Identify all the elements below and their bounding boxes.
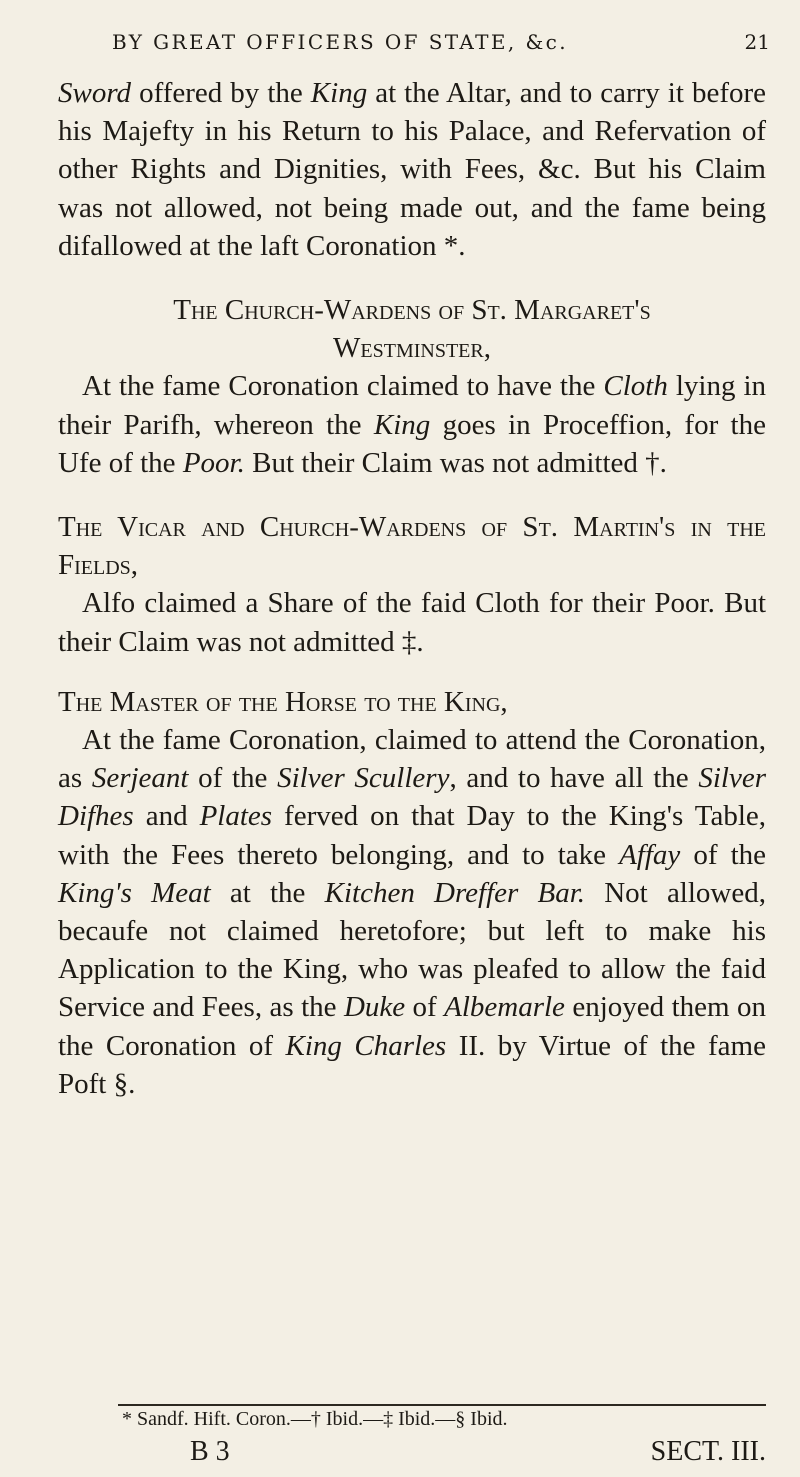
paragraph-share-claim: Alfo claimed a Share of the faid Cloth for their Poor. But their Claim was not admitted ‡. (58, 587, 766, 658)
page-number: 21 (744, 30, 770, 54)
section-heading-westminster: Westminster, (333, 332, 491, 365)
text-run: At the fame Coronation claimed to have the (82, 370, 604, 403)
text-run: II. by Virtue of the fame Poft §. (58, 1029, 766, 1100)
italic-term: King Charles (285, 1029, 447, 1062)
spacer (58, 265, 766, 291)
text-run: at the Altar, and to carry it before his Majefty in his Return to his Palace, and Refervation of other Rights and Dignities, with Fees, &c. But his Claim was not allowed, not being made out, and the fame being difallowed at the laft Coronation *. (58, 77, 767, 262)
text-run: enjoyed them on the Coronation of (58, 991, 766, 1062)
italic-term: King's Meat (58, 876, 211, 909)
text-run: of (405, 991, 445, 1024)
section-heading-master-of-horse: The Master of the Horse to the King, (58, 685, 508, 718)
text-run: ferved on that Day to the King's Table, with the Fees thereto belonging, and to take (58, 800, 766, 871)
text-run: , and to have all the (449, 762, 699, 795)
text-run: lying in their Parifh, whereon the (58, 370, 767, 441)
italic-term: King (373, 408, 431, 441)
text-run: offered by the (131, 77, 311, 109)
text-run: But their Claim was not admitted †. (244, 446, 667, 479)
footnote-divider (118, 1404, 766, 1406)
italic-term: King (310, 77, 368, 109)
text-run: at the (210, 876, 325, 909)
text-run: Not allowed, becaufe not claimed heretofore; but left to make his Application to the King, who was pleafed to allow the faid Service and Fees, as the (58, 876, 766, 1024)
italic-term: Serjeant (91, 762, 189, 795)
text-run: goes in Proceffion, for the Ufe of the (58, 408, 766, 479)
italic-term: Affay (619, 838, 681, 871)
paragraph-sword-claim (58, 74, 766, 265)
paragraph-cloth-claim (58, 367, 766, 482)
signature-mark: B 3 (190, 1436, 230, 1467)
italic-term: Poor. (182, 446, 245, 479)
spacer (58, 661, 766, 683)
text-run: At the fame Coronation, claimed to attend the Coronation, as (58, 724, 766, 795)
italic-term: Plates (199, 800, 273, 833)
catchword: SECT. III. (650, 1436, 766, 1467)
italic-term: Sword (58, 77, 132, 109)
body-text (58, 74, 766, 1103)
section-heading-margarets: The Church-Wardens of St. Margaret's (173, 294, 651, 327)
italic-term: Albemarle (444, 991, 565, 1024)
section-heading-st-martins: The Vicar and Church-Wardens of St. Martin's in the Fields, (58, 511, 766, 582)
text-run: and (133, 800, 200, 833)
text-run: of the (188, 762, 278, 795)
italic-term: Silver Difhes (58, 762, 766, 833)
page-header (112, 30, 770, 60)
running-title: BY GREAT OFFICERS OF STATE, &c. (112, 30, 569, 54)
italic-term: Cloth (603, 370, 668, 403)
italic-term: Kitchen Dreffer Bar. (324, 876, 586, 909)
text-run: of the (680, 838, 766, 871)
italic-term: Duke (343, 991, 406, 1024)
spacer (58, 482, 766, 508)
italic-term: Silver Scullery (277, 762, 450, 795)
footnote: * Sandf. Hift. Coron.—† Ibid.—‡ Ibid.—§ Ibid. (122, 1408, 508, 1430)
paragraph-scullery-claim (58, 721, 766, 1103)
